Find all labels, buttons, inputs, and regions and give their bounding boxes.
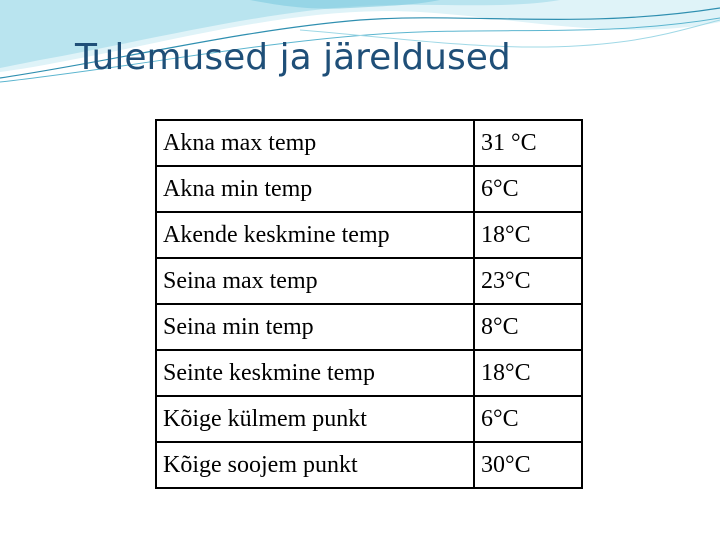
table-row: [156, 396, 582, 442]
table-row: [156, 350, 582, 396]
row-value: 6°C: [474, 166, 582, 212]
table-row: [156, 304, 582, 350]
row-value: 18°C: [474, 212, 582, 258]
results-table: [155, 119, 583, 489]
row-value: 31 °C: [474, 120, 582, 166]
table-row: [156, 442, 582, 488]
row-label: Seinte keskmine temp: [156, 350, 474, 396]
table-row: [156, 166, 582, 212]
row-label: Kõige soojem punkt: [156, 442, 474, 488]
row-value: 6°C: [474, 396, 582, 442]
row-value: 23°C: [474, 258, 582, 304]
table-row: [156, 120, 582, 166]
row-value: 30°C: [474, 442, 582, 488]
row-value: 18°C: [474, 350, 582, 396]
row-label: Seina max temp: [156, 258, 474, 304]
row-label: Akna min temp: [156, 166, 474, 212]
table-row: [156, 258, 582, 304]
row-label: Seina min temp: [156, 304, 474, 350]
row-label: Akna max temp: [156, 120, 474, 166]
table-row: [156, 212, 582, 258]
row-label: Akende keskmine temp: [156, 212, 474, 258]
row-value: 8°C: [474, 304, 582, 350]
slide-title: Tulemused ja järeldused: [75, 37, 511, 78]
row-label: Kõige külmem punkt: [156, 396, 474, 442]
